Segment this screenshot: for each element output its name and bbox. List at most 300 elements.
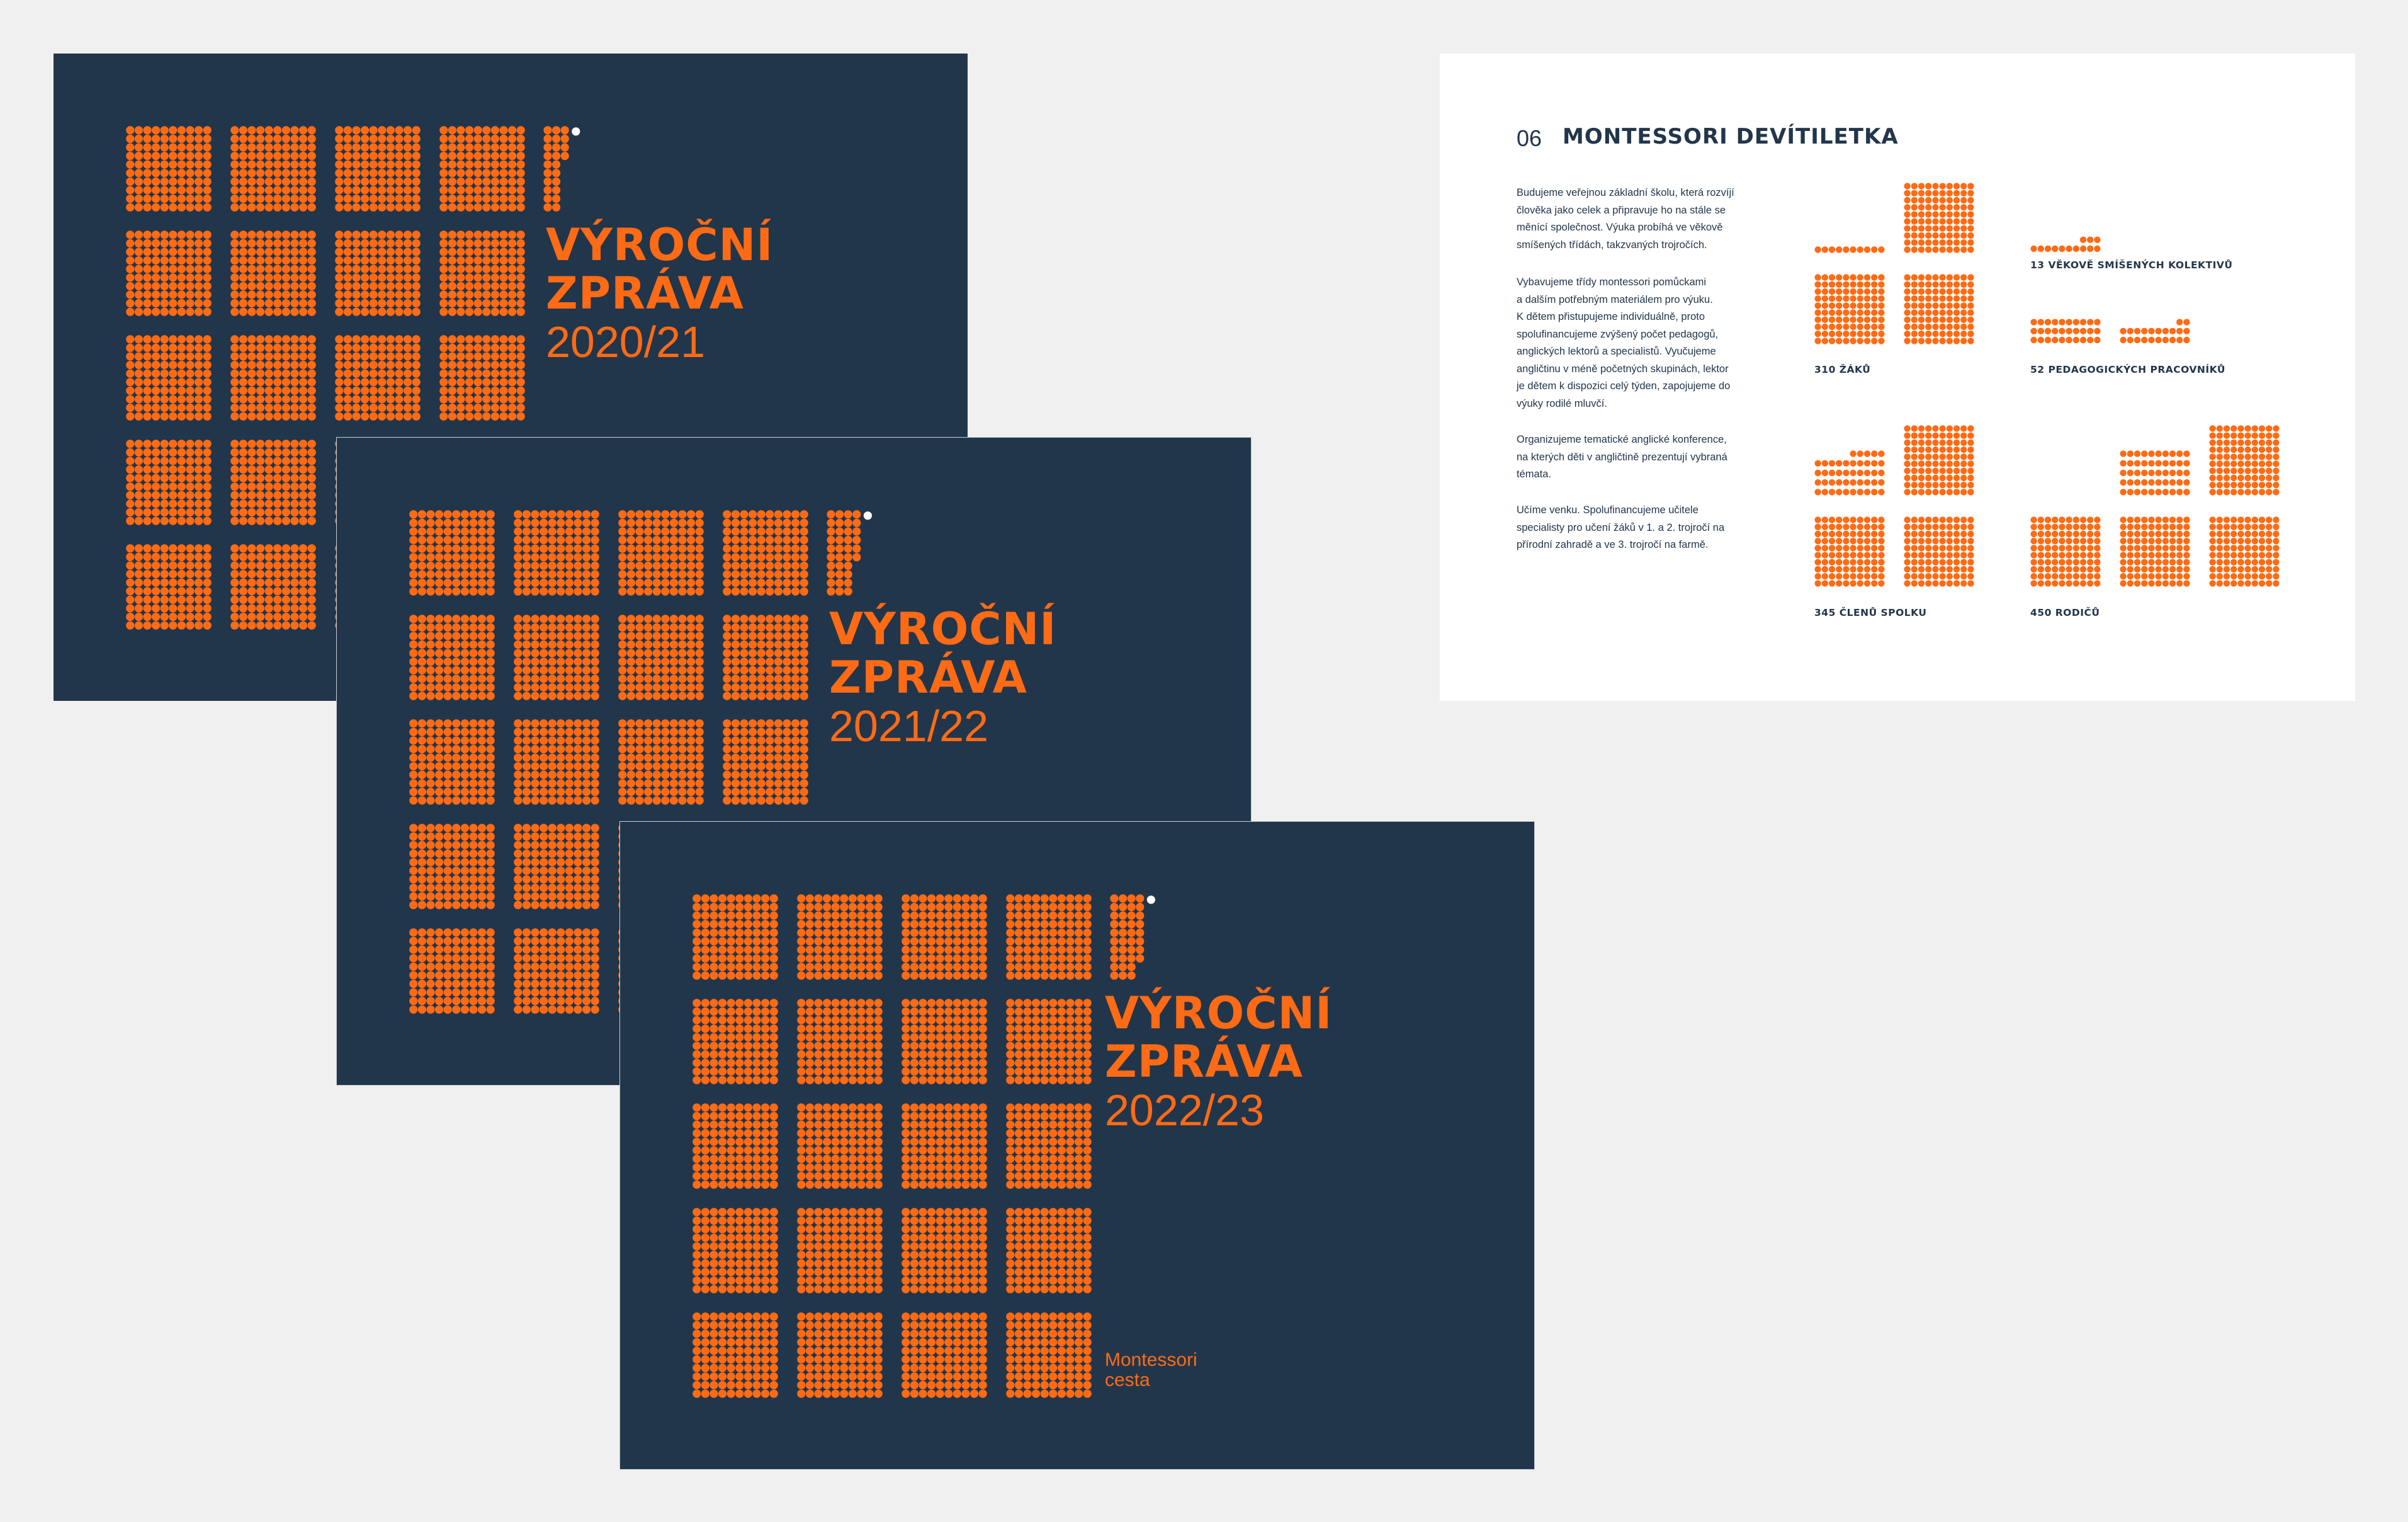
dot [186, 247, 194, 256]
dot [761, 1129, 769, 1137]
dot [161, 230, 169, 239]
dot [169, 247, 177, 256]
dot [478, 588, 486, 596]
dot [178, 169, 186, 177]
dot [378, 195, 386, 203]
dot [840, 954, 848, 962]
dot [835, 579, 844, 587]
dot [161, 508, 169, 516]
dot [696, 536, 704, 544]
dot [135, 378, 143, 386]
dot [491, 378, 499, 386]
dot [282, 186, 290, 194]
dot [961, 963, 969, 971]
dot [186, 282, 194, 290]
dot [591, 640, 599, 649]
dot [791, 527, 800, 535]
dot [418, 883, 426, 892]
dot [735, 946, 743, 954]
dot [752, 894, 760, 902]
dot [840, 999, 848, 1007]
dot [482, 273, 490, 281]
dot [344, 247, 352, 256]
dot [752, 1372, 760, 1380]
dot [290, 282, 298, 290]
dot [902, 1016, 910, 1024]
dot [936, 929, 944, 937]
dot [452, 771, 460, 779]
dot [203, 622, 212, 630]
dot [439, 135, 448, 143]
dot [548, 988, 557, 996]
dot [797, 1059, 805, 1067]
dot [491, 308, 499, 316]
dot [482, 290, 490, 298]
dot [718, 1067, 726, 1076]
dot [979, 999, 987, 1007]
dot [723, 649, 731, 657]
dot [749, 632, 757, 640]
dot [491, 256, 499, 264]
dot [832, 1067, 840, 1076]
dot [740, 623, 748, 632]
dot [806, 1321, 814, 1329]
dot [456, 186, 465, 194]
dot [692, 1016, 701, 1024]
dot [761, 937, 769, 945]
dot [412, 195, 421, 203]
dot [387, 370, 395, 378]
dot [735, 1338, 743, 1346]
dot [273, 256, 281, 264]
dot [426, 736, 434, 744]
dot [482, 135, 490, 143]
dot [387, 161, 395, 169]
dot [806, 1364, 814, 1372]
dot [944, 1181, 952, 1189]
dot [832, 929, 840, 937]
dot [866, 1242, 874, 1251]
dot [378, 378, 386, 386]
dot [308, 361, 316, 369]
dot [574, 562, 582, 570]
dot [361, 126, 369, 134]
dot [910, 1138, 919, 1146]
dot [823, 1033, 831, 1042]
dot [723, 788, 731, 796]
dot [783, 570, 791, 578]
dot [478, 824, 486, 832]
dot [418, 553, 426, 561]
dot [273, 203, 281, 212]
dot [239, 544, 247, 552]
dot [857, 954, 865, 962]
dot [523, 657, 531, 666]
dot [770, 1338, 778, 1346]
dot [152, 126, 160, 134]
dot [426, 832, 434, 841]
dot [461, 945, 469, 953]
dot [770, 929, 778, 937]
dot [961, 1138, 969, 1146]
dot [247, 596, 256, 604]
dot [426, 640, 434, 649]
dot [832, 1234, 840, 1242]
dot [335, 126, 343, 134]
dot [823, 937, 831, 945]
dot [840, 1381, 848, 1389]
dot [582, 858, 591, 866]
dot [678, 615, 686, 623]
dot [552, 161, 560, 169]
dot [591, 657, 599, 666]
dot [557, 553, 565, 561]
dot [582, 901, 591, 909]
dot [256, 135, 264, 143]
dot [749, 754, 757, 762]
dot [701, 1155, 709, 1163]
dot [761, 1067, 769, 1076]
dot [387, 404, 395, 412]
dot [487, 997, 495, 1005]
dot [478, 728, 486, 736]
dot [282, 273, 290, 281]
dot [874, 1381, 883, 1389]
dot [806, 920, 814, 928]
dot [273, 282, 281, 290]
dot [465, 361, 473, 369]
dot [823, 1276, 831, 1285]
dot [678, 754, 686, 762]
dot [832, 1364, 840, 1372]
dot [273, 161, 281, 169]
dot [169, 299, 177, 307]
dot [256, 579, 264, 587]
dot [635, 588, 643, 596]
dot [582, 824, 591, 832]
dot [469, 719, 477, 727]
dot [531, 883, 539, 892]
dot [508, 299, 516, 307]
dot [927, 1016, 936, 1024]
dot [203, 344, 212, 352]
dot [370, 152, 378, 160]
dot [426, 858, 434, 866]
dot [849, 1076, 857, 1084]
dot [806, 1372, 814, 1380]
dot [531, 588, 539, 596]
dot [439, 412, 448, 421]
dot [387, 395, 395, 403]
dot [565, 632, 574, 640]
dot [653, 615, 661, 623]
dot [478, 971, 486, 979]
dot [378, 161, 386, 169]
dot [770, 1076, 778, 1084]
dot [961, 1172, 969, 1180]
dot [247, 247, 256, 256]
dot [186, 457, 194, 465]
dot [370, 404, 378, 412]
dot [344, 378, 352, 386]
dot [761, 972, 769, 980]
dot [844, 527, 852, 535]
dot [866, 1225, 874, 1233]
dot [749, 736, 757, 744]
dot [135, 299, 143, 307]
dot [653, 719, 661, 727]
dot [757, 754, 766, 762]
dot [791, 632, 800, 640]
dot [548, 841, 557, 849]
dot [378, 126, 386, 134]
dot [256, 482, 264, 491]
dot [866, 1347, 874, 1355]
dot [653, 728, 661, 736]
dot [635, 570, 643, 578]
dot [378, 256, 386, 264]
dot [282, 404, 290, 412]
dot [627, 640, 635, 649]
dot [582, 570, 591, 578]
dot [247, 570, 256, 578]
dot [692, 1259, 701, 1268]
dot [910, 1033, 919, 1042]
dot [344, 412, 352, 421]
dot [757, 771, 766, 779]
dot [239, 299, 247, 307]
dot [487, 858, 495, 866]
dot [482, 203, 490, 212]
dot [761, 1390, 769, 1398]
dot [517, 265, 525, 273]
dot [265, 352, 273, 360]
dot [857, 1025, 865, 1033]
dot [857, 1033, 865, 1042]
dot [761, 1120, 769, 1128]
dot [840, 1242, 848, 1251]
dot [910, 1076, 919, 1084]
dot [404, 161, 412, 169]
dot [866, 1163, 874, 1171]
dot [299, 440, 307, 448]
dot [256, 161, 264, 169]
dot [944, 1120, 952, 1128]
dot [692, 894, 701, 902]
dot [835, 588, 844, 596]
dot [548, 736, 557, 744]
dot [840, 1025, 848, 1033]
dot [797, 937, 805, 945]
dot [791, 657, 800, 666]
cover-year: 2020/21 [546, 317, 706, 366]
dot [766, 623, 774, 632]
dot [970, 1146, 978, 1154]
dot [444, 736, 452, 744]
dot [169, 622, 177, 630]
dot [487, 971, 495, 979]
dot [557, 719, 565, 727]
dot [452, 527, 460, 535]
dot [770, 920, 778, 928]
dot [540, 824, 548, 832]
dot [832, 1312, 840, 1320]
dot [927, 963, 936, 971]
dot [404, 308, 412, 316]
dot [195, 161, 203, 169]
dot [866, 1259, 874, 1268]
dot [335, 308, 343, 316]
dot [757, 649, 766, 657]
dot [461, 849, 469, 858]
dot [487, 779, 495, 787]
dot [418, 849, 426, 858]
dot [548, 640, 557, 649]
dot [832, 1355, 840, 1363]
dot [849, 1033, 857, 1042]
dot [678, 674, 686, 683]
dot [770, 999, 778, 1007]
dot [970, 1050, 978, 1059]
dot [874, 1251, 883, 1259]
dot [709, 1355, 718, 1363]
dot [814, 1355, 822, 1363]
dot [953, 937, 961, 945]
dot [840, 1276, 848, 1285]
dot [378, 273, 386, 281]
dot [744, 1321, 752, 1329]
dot [426, 692, 434, 700]
dot [256, 387, 264, 395]
dot [591, 527, 599, 535]
dot [766, 632, 774, 640]
dot [203, 335, 212, 343]
dot [944, 1076, 952, 1084]
dot [844, 562, 852, 570]
dot [256, 570, 264, 578]
dot [823, 972, 831, 980]
dot [857, 1347, 865, 1355]
dot [361, 395, 369, 403]
dot [474, 247, 482, 256]
dot [783, 754, 791, 762]
dot [749, 788, 757, 796]
dot [412, 203, 421, 212]
dot [749, 553, 757, 561]
dot [143, 256, 151, 264]
dot [514, 771, 522, 779]
dot [749, 745, 757, 753]
dot [701, 1381, 709, 1389]
dot [618, 728, 626, 736]
dot [290, 169, 298, 177]
dot [944, 1172, 952, 1180]
dot [230, 482, 239, 491]
dot [670, 510, 678, 518]
dot [444, 527, 452, 535]
dot [770, 1355, 778, 1363]
dot [692, 1217, 701, 1225]
dot [832, 946, 840, 954]
dot [387, 126, 395, 134]
dot [840, 1146, 848, 1154]
dot [727, 1181, 735, 1189]
dot [444, 570, 452, 578]
dot [247, 152, 256, 160]
dot [523, 945, 531, 953]
dot [874, 1390, 883, 1398]
dot [352, 412, 360, 421]
dot [523, 719, 531, 727]
dot [409, 841, 417, 849]
dot [418, 954, 426, 962]
dot [857, 1050, 865, 1059]
dot [409, 928, 417, 936]
dot [770, 946, 778, 954]
dot [582, 640, 591, 649]
dot [478, 553, 486, 561]
dot [523, 683, 531, 691]
dot [203, 448, 212, 457]
dot [426, 980, 434, 988]
dot [740, 728, 748, 736]
dot [491, 273, 499, 281]
dot [444, 536, 452, 544]
dot [661, 736, 669, 744]
dot [979, 946, 987, 954]
dot [344, 230, 352, 239]
dot [635, 797, 643, 805]
dot [461, 553, 469, 561]
dot [178, 239, 186, 247]
dot [823, 1225, 831, 1233]
dot [591, 553, 599, 561]
dot [548, 866, 557, 875]
dot [474, 299, 482, 307]
dot [152, 622, 160, 630]
dot [670, 579, 678, 587]
dot [840, 1329, 848, 1337]
dot [409, 954, 417, 962]
dot [143, 412, 151, 421]
dot [361, 352, 369, 360]
dot [557, 892, 565, 900]
dot [770, 1016, 778, 1024]
dot [692, 972, 701, 980]
dot [936, 1076, 944, 1084]
dot [814, 1163, 822, 1171]
dot [919, 954, 927, 962]
dot [814, 1259, 822, 1268]
dot [456, 273, 465, 281]
dot [517, 361, 525, 369]
dot [478, 579, 486, 587]
dot [591, 674, 599, 683]
dot [852, 545, 861, 553]
dot [582, 728, 591, 736]
dot [465, 143, 473, 151]
dot [696, 683, 704, 691]
dot [152, 517, 160, 525]
dot [409, 745, 417, 753]
dot [265, 247, 273, 256]
dot [591, 937, 599, 945]
dot [979, 894, 987, 902]
dot [203, 143, 212, 151]
dot [444, 683, 452, 691]
dot [832, 1129, 840, 1137]
dot [740, 579, 748, 587]
